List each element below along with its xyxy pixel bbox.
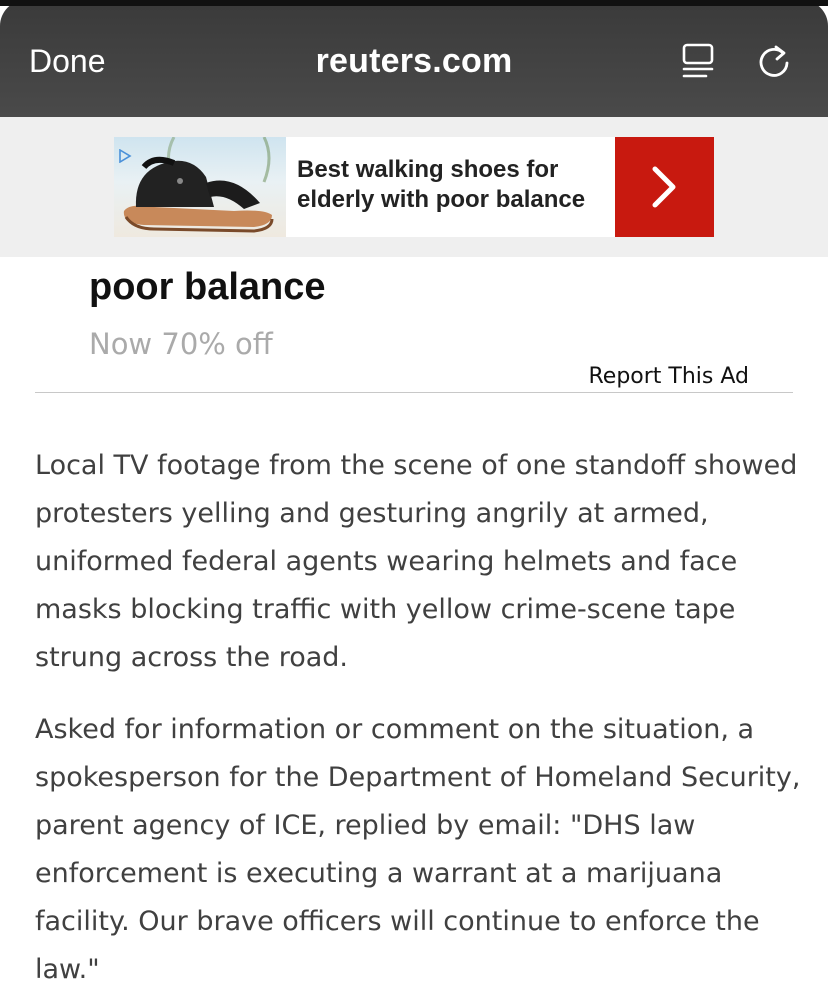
done-button[interactable]: Done [29, 43, 106, 79]
report-ad-link[interactable]: Report This Ad [588, 364, 749, 389]
browser-toolbar [0, 0, 828, 117]
ad-headline[interactable]: poor balance [89, 266, 326, 308]
ad-card[interactable] [114, 137, 714, 237]
ad-choices-icon[interactable] [118, 149, 132, 163]
ad-image[interactable] [114, 137, 286, 237]
article-paragraph: Asked for information or comment on the situation, a spokesperson for the Department of Homeland Security, parent agency of ICE, replied by email: "DHS law enforcement is executing a warrant at a marijuana facility. Our brave officers will continue to enforce the law." [35, 714, 801, 985]
ad-banner-area [0, 117, 828, 257]
reader-icon[interactable] [680, 43, 716, 79]
reload-icon[interactable] [756, 43, 792, 79]
ad-text[interactable]: Best walking shoes for elderly with poor balance [297, 156, 586, 213]
status-strip [0, 0, 828, 6]
article-paragraph: Local TV footage from the scene of one standoff showed protesters yelling and gesturing angrily at armed, uniformed federal agents wearing helmets and face masks blocking traffic with yellow crime-scene tape strung across the road. [35, 450, 798, 673]
domain-label: reuters.com [315, 42, 513, 80]
divider [35, 392, 793, 393]
chevron-right-icon [615, 137, 714, 237]
ad-cta-button[interactable] [615, 137, 714, 237]
ad-subtext: Now 70% off [89, 327, 273, 361]
